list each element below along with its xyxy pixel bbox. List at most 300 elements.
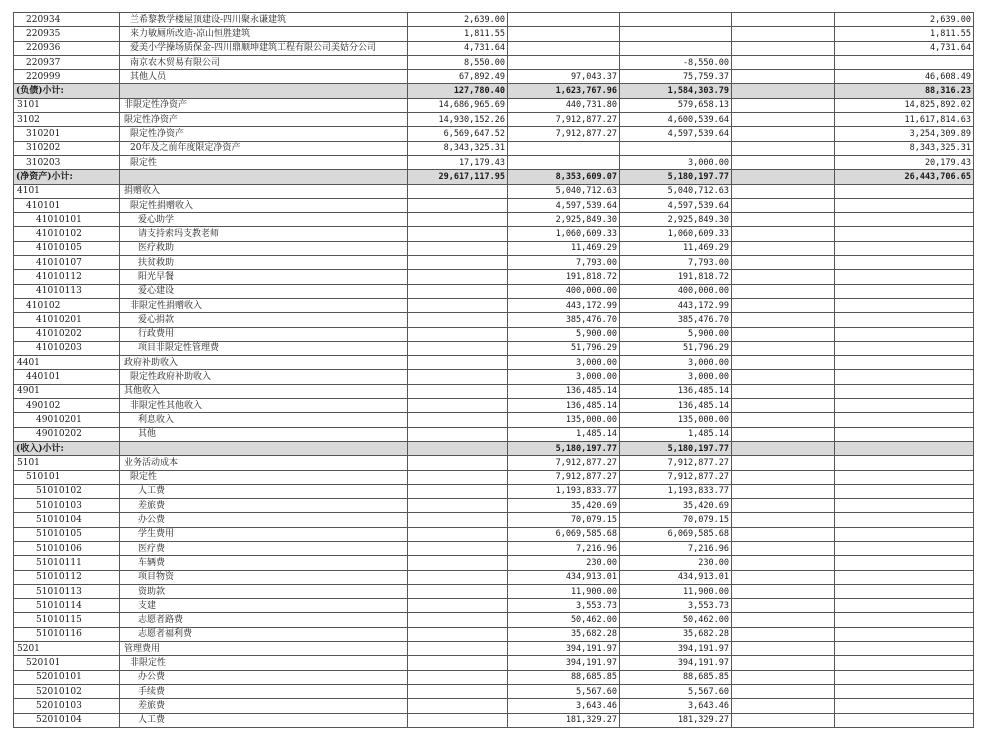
opening-balance-cell <box>408 484 508 498</box>
subtotal-row <box>14 441 974 455</box>
empty-cell <box>732 527 835 541</box>
account-name-cell: 兰希黎教学楼屋顶建设-四川聚永谦建筑 <box>120 13 408 27</box>
credit-amount-cell: 443,172.99 <box>620 298 732 312</box>
empty-cell <box>732 127 835 141</box>
debit-amount-cell: 191,818.72 <box>508 270 620 284</box>
empty-cell <box>732 384 835 398</box>
account-code-cell: 3102 <box>14 113 120 127</box>
debit-amount-cell: 70,079.15 <box>508 513 620 527</box>
account-code-cell: 4401 <box>14 356 120 370</box>
account-code-cell: 51010104 <box>14 513 120 527</box>
account-code-cell: 41010202 <box>14 327 120 341</box>
empty-cell <box>732 356 835 370</box>
account-name-cell: 限定性净资产 <box>120 113 408 127</box>
closing-balance-cell <box>835 184 974 198</box>
table-row <box>14 256 974 270</box>
empty-cell <box>732 270 835 284</box>
credit-amount-cell <box>620 27 732 41</box>
opening-balance-cell <box>408 356 508 370</box>
table-row <box>14 356 974 370</box>
empty-cell <box>732 427 835 441</box>
empty-cell <box>732 399 835 413</box>
account-code-cell: 310202 <box>14 141 120 155</box>
opening-balance-cell <box>408 184 508 198</box>
empty-cell <box>732 155 835 169</box>
opening-balance-cell <box>408 341 508 355</box>
debit-amount-cell <box>508 141 620 155</box>
credit-amount-cell: 1,193,833.77 <box>620 484 732 498</box>
opening-balance-cell <box>408 541 508 555</box>
debit-amount-cell: 385,476.70 <box>508 313 620 327</box>
debit-amount-cell: 5,040,712.63 <box>508 184 620 198</box>
opening-balance-cell <box>408 513 508 527</box>
credit-amount-cell: 2,925,849.30 <box>620 213 732 227</box>
empty-cell <box>732 55 835 69</box>
debit-amount-cell: 230.00 <box>508 556 620 570</box>
debit-amount-cell: 5,900.00 <box>508 327 620 341</box>
account-name-cell: 阳光早餐 <box>120 270 408 284</box>
table-row <box>14 656 974 670</box>
empty-cell <box>732 670 835 684</box>
credit-amount-cell: 70,079.15 <box>620 513 732 527</box>
closing-balance-cell <box>835 470 974 484</box>
account-code-cell: 51010112 <box>14 570 120 584</box>
table-row <box>14 456 974 470</box>
credit-amount-cell: 7,912,877.27 <box>620 456 732 470</box>
opening-balance-cell: 29,617,117.95 <box>408 170 508 184</box>
opening-balance-cell <box>408 656 508 670</box>
table-row <box>14 270 974 284</box>
opening-balance-cell <box>408 213 508 227</box>
account-name-cell: 差旅费 <box>120 499 408 513</box>
opening-balance-cell <box>408 413 508 427</box>
credit-amount-cell: 88,685.85 <box>620 670 732 684</box>
debit-amount-cell: 88,685.85 <box>508 670 620 684</box>
account-name-cell: 人工费 <box>120 713 408 727</box>
account-code-cell: 49010201 <box>14 413 120 427</box>
opening-balance-cell <box>408 284 508 298</box>
credit-amount-cell: 4,597,539.64 <box>620 198 732 212</box>
account-name-cell: 业务活动成本 <box>120 456 408 470</box>
opening-balance-cell <box>408 241 508 255</box>
account-code-cell: 41010107 <box>14 256 120 270</box>
credit-amount-cell: 136,485.14 <box>620 384 732 398</box>
credit-amount-cell: 7,912,877.27 <box>620 470 732 484</box>
table-row <box>14 213 974 227</box>
opening-balance-cell <box>408 198 508 212</box>
opening-balance-cell <box>408 613 508 627</box>
debit-amount-cell: 181,329.27 <box>508 713 620 727</box>
credit-amount-cell: 135,000.00 <box>620 413 732 427</box>
account-name-cell: 捐赠收入 <box>120 184 408 198</box>
opening-balance-cell <box>408 556 508 570</box>
empty-cell <box>732 484 835 498</box>
account-name-cell: 资助款 <box>120 584 408 598</box>
opening-balance-cell: 14,930,152.26 <box>408 113 508 127</box>
debit-amount-cell: 3,000.00 <box>508 356 620 370</box>
credit-amount-cell: 35,420.69 <box>620 499 732 513</box>
closing-balance-cell <box>835 327 974 341</box>
table-row <box>14 27 974 41</box>
account-name-cell: 利息收入 <box>120 413 408 427</box>
debit-amount-cell: 11,900.00 <box>508 584 620 598</box>
closing-balance-cell <box>835 313 974 327</box>
closing-balance-cell <box>835 599 974 613</box>
empty-cell <box>732 327 835 341</box>
credit-amount-cell: 3,643.46 <box>620 699 732 713</box>
account-code-cell: 51010113 <box>14 584 120 598</box>
credit-amount-cell: 579,658.13 <box>620 98 732 112</box>
debit-amount-cell: 97,043.37 <box>508 70 620 84</box>
debit-amount-cell <box>508 41 620 55</box>
debit-amount-cell: 51,796.29 <box>508 341 620 355</box>
account-code-cell: 220999 <box>14 70 120 84</box>
opening-balance-cell: 127,780.40 <box>408 84 508 98</box>
account-name-cell: 办公费 <box>120 513 408 527</box>
debit-amount-cell: 1,060,609.33 <box>508 227 620 241</box>
debit-amount-cell: 136,485.14 <box>508 399 620 413</box>
credit-amount-cell: 230.00 <box>620 556 732 570</box>
table-row <box>14 313 974 327</box>
credit-amount-cell: 6,069,585.68 <box>620 527 732 541</box>
account-name-cell: 限定性净资产 <box>120 127 408 141</box>
closing-balance-cell <box>835 213 974 227</box>
account-name-cell <box>120 170 408 184</box>
account-name-cell: 非限定性净资产 <box>120 98 408 112</box>
credit-amount-cell: 7,793.00 <box>620 256 732 270</box>
credit-amount-cell: 5,567.60 <box>620 684 732 698</box>
closing-balance-cell <box>835 356 974 370</box>
debit-amount-cell <box>508 27 620 41</box>
empty-cell <box>732 441 835 455</box>
closing-balance-cell <box>835 298 974 312</box>
table-row <box>14 556 974 570</box>
credit-amount-cell: 5,900.00 <box>620 327 732 341</box>
debit-amount-cell: 136,485.14 <box>508 384 620 398</box>
empty-cell <box>732 613 835 627</box>
credit-amount-cell: 3,000.00 <box>620 155 732 169</box>
closing-balance-cell <box>835 284 974 298</box>
account-code-cell: (收入)小计: <box>14 441 120 455</box>
empty-cell <box>732 70 835 84</box>
account-name-cell: 非限定性 <box>120 656 408 670</box>
account-name-cell: 非限定性捐赠收入 <box>120 298 408 312</box>
account-name-cell: 其他收入 <box>120 384 408 398</box>
account-balance-table <box>13 12 974 728</box>
empty-cell <box>732 656 835 670</box>
table-row <box>14 684 974 698</box>
debit-amount-cell: 1,623,767.96 <box>508 84 620 98</box>
account-name-cell: 项目非限定性管理费 <box>120 341 408 355</box>
opening-balance-cell <box>408 456 508 470</box>
account-code-cell: 51010102 <box>14 484 120 498</box>
account-code-cell: 41010105 <box>14 241 120 255</box>
account-code-cell: 220935 <box>14 27 120 41</box>
debit-amount-cell: 1,485.14 <box>508 427 620 441</box>
account-name-cell: 爱美小学操场质保金-四川鼎顺坤建筑工程有限公司美姑分公司 <box>120 41 408 55</box>
empty-cell <box>732 170 835 184</box>
account-code-cell: 220937 <box>14 55 120 69</box>
empty-cell <box>732 341 835 355</box>
empty-cell <box>732 541 835 555</box>
closing-balance-cell <box>835 684 974 698</box>
credit-amount-cell: 191,818.72 <box>620 270 732 284</box>
closing-balance-cell <box>835 613 974 627</box>
empty-cell <box>732 198 835 212</box>
account-name-cell: 爱心捐款 <box>120 313 408 327</box>
closing-balance-cell: 26,443,706.65 <box>835 170 974 184</box>
credit-amount-cell: 75,759.37 <box>620 70 732 84</box>
account-name-cell: 爱心建设 <box>120 284 408 298</box>
credit-amount-cell: 3,000.00 <box>620 356 732 370</box>
empty-cell <box>732 456 835 470</box>
opening-balance-cell <box>408 227 508 241</box>
opening-balance-cell: 14,686,965.69 <box>408 98 508 112</box>
debit-amount-cell: 434,913.01 <box>508 570 620 584</box>
empty-cell <box>732 184 835 198</box>
credit-amount-cell: 3,000.00 <box>620 370 732 384</box>
credit-amount-cell: 400,000.00 <box>620 284 732 298</box>
empty-cell <box>732 227 835 241</box>
account-name-cell: 医疗救助 <box>120 241 408 255</box>
account-code-cell: 5101 <box>14 456 120 470</box>
debit-amount-cell: 5,180,197.77 <box>508 441 620 455</box>
table-row <box>14 627 974 641</box>
closing-balance-cell <box>835 527 974 541</box>
credit-amount-cell: 7,216.96 <box>620 541 732 555</box>
account-code-cell: 41010102 <box>14 227 120 241</box>
account-code-cell: 51010103 <box>14 499 120 513</box>
account-code-cell: 52010102 <box>14 684 120 698</box>
debit-amount-cell: 50,462.00 <box>508 613 620 627</box>
debit-amount-cell <box>508 13 620 27</box>
closing-balance-cell <box>835 541 974 555</box>
account-name-cell: 医疗费 <box>120 541 408 555</box>
opening-balance-cell: 17,179.43 <box>408 155 508 169</box>
table-row <box>14 13 974 27</box>
closing-balance-cell <box>835 656 974 670</box>
account-code-cell: 4901 <box>14 384 120 398</box>
opening-balance-cell <box>408 270 508 284</box>
opening-balance-cell: 4,731.64 <box>408 41 508 55</box>
account-name-cell: 支建 <box>120 599 408 613</box>
closing-balance-cell: 1,811.55 <box>835 27 974 41</box>
credit-amount-cell: 3,553.73 <box>620 599 732 613</box>
credit-amount-cell: 385,476.70 <box>620 313 732 327</box>
table-row <box>14 113 974 127</box>
account-code-cell: 410102 <box>14 298 120 312</box>
opening-balance-cell <box>408 527 508 541</box>
opening-balance-cell <box>408 713 508 727</box>
closing-balance-cell: 14,825,892.02 <box>835 98 974 112</box>
empty-cell <box>732 370 835 384</box>
empty-cell <box>732 241 835 255</box>
account-code-cell: 410101 <box>14 198 120 212</box>
table-row <box>14 98 974 112</box>
account-code-cell: 4101 <box>14 184 120 198</box>
table-row <box>14 613 974 627</box>
debit-amount-cell: 5,567.60 <box>508 684 620 698</box>
account-code-cell: (净资产)小计: <box>14 170 120 184</box>
table-row <box>14 384 974 398</box>
account-name-cell: 其他 <box>120 427 408 441</box>
table-row <box>14 341 974 355</box>
account-name-cell: 差旅费 <box>120 699 408 713</box>
closing-balance-cell: 8,343,325.31 <box>835 141 974 155</box>
opening-balance-cell <box>408 642 508 656</box>
empty-cell <box>732 699 835 713</box>
debit-amount-cell: 7,216.96 <box>508 541 620 555</box>
opening-balance-cell <box>408 384 508 398</box>
closing-balance-cell <box>835 370 974 384</box>
table-body <box>14 13 974 728</box>
account-code-cell: 41010201 <box>14 313 120 327</box>
empty-cell <box>732 713 835 727</box>
table-row <box>14 141 974 155</box>
table-row <box>14 41 974 55</box>
account-code-cell: 440101 <box>14 370 120 384</box>
opening-balance-cell <box>408 256 508 270</box>
closing-balance-cell <box>835 670 974 684</box>
table-row <box>14 584 974 598</box>
opening-balance-cell <box>408 584 508 598</box>
closing-balance-cell: 4,731.64 <box>835 41 974 55</box>
closing-balance-cell <box>835 227 974 241</box>
credit-amount-cell <box>620 41 732 55</box>
credit-amount-cell: -8,550.00 <box>620 55 732 69</box>
debit-amount-cell: 4,597,539.64 <box>508 198 620 212</box>
empty-cell <box>732 642 835 656</box>
debit-amount-cell: 35,420.69 <box>508 499 620 513</box>
empty-cell <box>732 599 835 613</box>
empty-cell <box>732 98 835 112</box>
debit-amount-cell: 7,912,877.27 <box>508 456 620 470</box>
debit-amount-cell: 7,793.00 <box>508 256 620 270</box>
table-row <box>14 55 974 69</box>
account-name-cell: 手续费 <box>120 684 408 698</box>
account-code-cell: 51010116 <box>14 627 120 641</box>
debit-amount-cell: 394,191.97 <box>508 642 620 656</box>
account-code-cell: 220934 <box>14 13 120 27</box>
account-name-cell: 南京农木贸易有限公司 <box>120 55 408 69</box>
table-row <box>14 527 974 541</box>
credit-amount-cell: 5,180,197.77 <box>620 170 732 184</box>
table-row <box>14 599 974 613</box>
account-code-cell: 41010101 <box>14 213 120 227</box>
closing-balance-cell <box>835 384 974 398</box>
empty-cell <box>732 13 835 27</box>
account-code-cell: (负债)小计: <box>14 84 120 98</box>
account-code-cell: 310201 <box>14 127 120 141</box>
credit-amount-cell: 394,191.97 <box>620 656 732 670</box>
account-code-cell: 3101 <box>14 98 120 112</box>
opening-balance-cell <box>408 470 508 484</box>
debit-amount-cell: 8,353,609.07 <box>508 170 620 184</box>
account-name-cell: 学生费用 <box>120 527 408 541</box>
table-row <box>14 198 974 212</box>
empty-cell <box>732 298 835 312</box>
closing-balance-cell <box>835 627 974 641</box>
opening-balance-cell: 8,343,325.31 <box>408 141 508 155</box>
closing-balance-cell <box>835 713 974 727</box>
table-row <box>14 127 974 141</box>
closing-balance-cell <box>835 270 974 284</box>
closing-balance-cell <box>835 484 974 498</box>
closing-balance-cell: 46,608.49 <box>835 70 974 84</box>
table-row <box>14 499 974 513</box>
closing-balance-cell <box>835 441 974 455</box>
opening-balance-cell <box>408 699 508 713</box>
closing-balance-cell <box>835 699 974 713</box>
table-row <box>14 241 974 255</box>
account-code-cell: 41010112 <box>14 270 120 284</box>
account-name-cell: 项目物资 <box>120 570 408 584</box>
subtotal-row <box>14 170 974 184</box>
closing-balance-cell: 11,617,814.63 <box>835 113 974 127</box>
closing-balance-cell: 20,179.43 <box>835 155 974 169</box>
debit-amount-cell: 135,000.00 <box>508 413 620 427</box>
account-name-cell <box>120 441 408 455</box>
closing-balance-cell <box>835 241 974 255</box>
closing-balance-cell <box>835 55 974 69</box>
opening-balance-cell: 67,892.49 <box>408 70 508 84</box>
table-row <box>14 713 974 727</box>
opening-balance-cell: 1,811.55 <box>408 27 508 41</box>
credit-amount-cell <box>620 13 732 27</box>
closing-balance-cell <box>835 427 974 441</box>
credit-amount-cell: 1,485.14 <box>620 427 732 441</box>
credit-amount-cell: 1,584,303.79 <box>620 84 732 98</box>
opening-balance-cell: 6,569,647.52 <box>408 127 508 141</box>
account-code-cell: 52010103 <box>14 699 120 713</box>
account-name-cell <box>120 84 408 98</box>
table-row <box>14 541 974 555</box>
credit-amount-cell: 35,682.28 <box>620 627 732 641</box>
account-name-cell: 20年及之前年度限定净资产 <box>120 141 408 155</box>
empty-cell <box>732 513 835 527</box>
credit-amount-cell: 434,913.01 <box>620 570 732 584</box>
credit-amount-cell: 51,796.29 <box>620 341 732 355</box>
debit-amount-cell: 394,191.97 <box>508 656 620 670</box>
table-row <box>14 327 974 341</box>
account-name-cell: 限定性 <box>120 155 408 169</box>
debit-amount-cell: 7,912,877.27 <box>508 470 620 484</box>
empty-cell <box>732 499 835 513</box>
empty-cell <box>732 684 835 698</box>
account-name-cell: 扶贫救助 <box>120 256 408 270</box>
table-row <box>14 227 974 241</box>
credit-amount-cell: 5,180,197.77 <box>620 441 732 455</box>
account-name-cell: 行政费用 <box>120 327 408 341</box>
credit-amount-cell: 1,060,609.33 <box>620 227 732 241</box>
credit-amount-cell: 181,329.27 <box>620 713 732 727</box>
account-name-cell: 请支持索玛支教老师 <box>120 227 408 241</box>
table-row <box>14 399 974 413</box>
account-code-cell: 51010111 <box>14 556 120 570</box>
empty-cell <box>732 570 835 584</box>
table-row <box>14 70 974 84</box>
account-code-cell: 310203 <box>14 155 120 169</box>
empty-cell <box>732 141 835 155</box>
account-name-cell: 志愿者路费 <box>120 613 408 627</box>
subtotal-row <box>14 84 974 98</box>
empty-cell <box>732 556 835 570</box>
opening-balance-cell <box>408 499 508 513</box>
opening-balance-cell <box>408 670 508 684</box>
debit-amount-cell: 3,643.46 <box>508 699 620 713</box>
table-row <box>14 155 974 169</box>
debit-amount-cell: 2,925,849.30 <box>508 213 620 227</box>
